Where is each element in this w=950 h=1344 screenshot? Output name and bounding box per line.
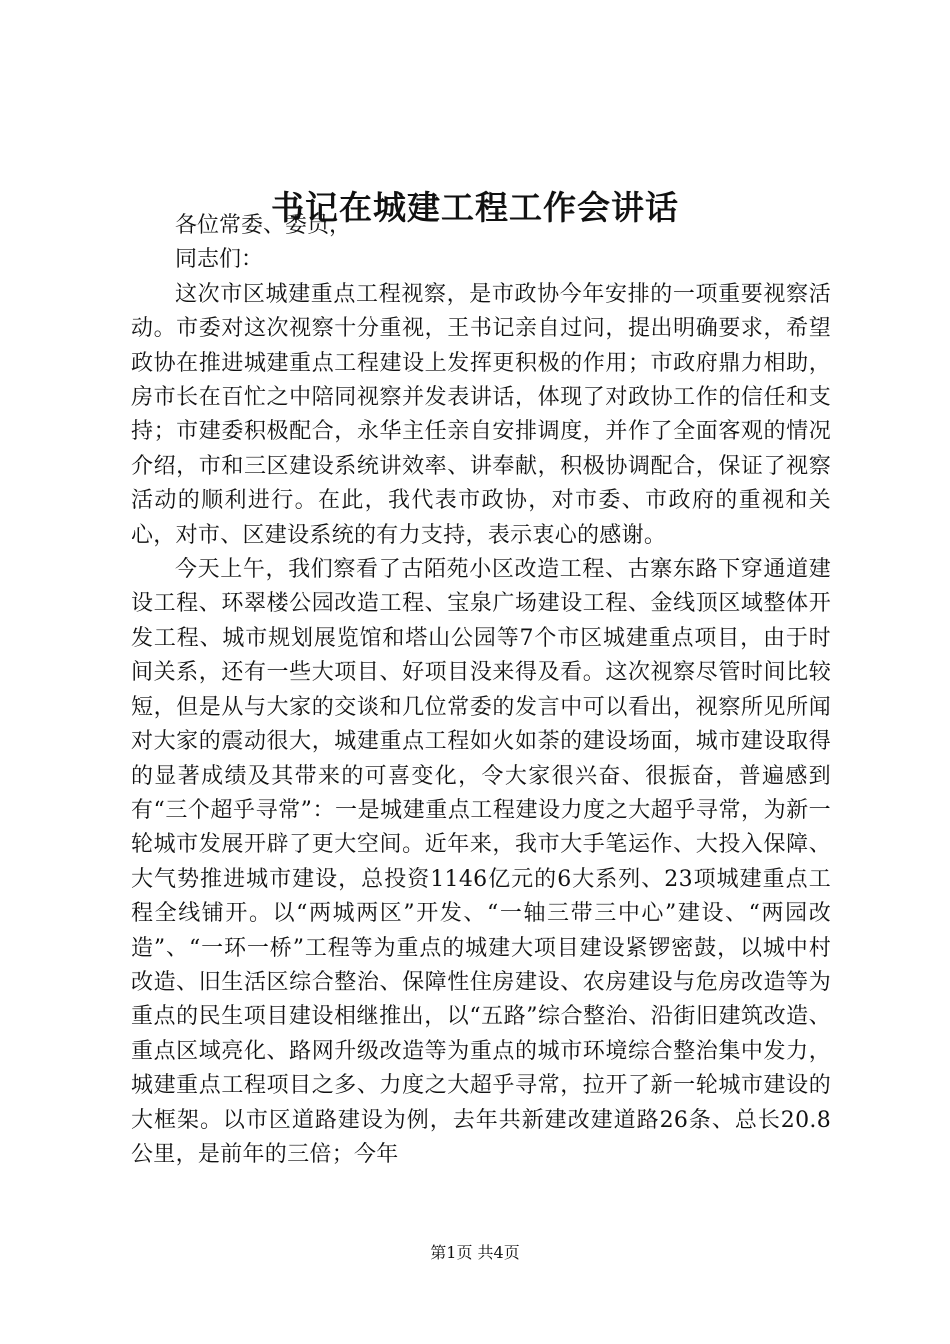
paragraph-2: 今天上午，我们察看了古陌苑小区改造工程、古寨东路下穿通道建设工程、环翠楼公园改造工程、宝泉广场建设工程、金线顶区域整体开发工程、城市规划展览馆和塔山公园等7个市区城建重点项目，由于时间关系，还有一些大项目、好项目没来得及看。这次视察尽管时间比较短，但是从与大家的交谈和几位常委的发言中可以看出，视察所见所闻对大家的震动很大，城建重点工程如火如荼的建设场面，城市建设取得的显著成绩及其带来的可喜变化，令大家很兴奋、很振奋，普遍感到有“三个超乎寻常”：一是城建重点工程建设力度之大超乎寻常，为新一轮城市发展开辟了更大空间。近年来，我市大手笔运作、大投入保障、大气势推进城市建设，总投资1146亿元的6大系列、23项城建重点工程全线铺开。以“两城两区”开发、“一轴三带三中心”建设、“两园改造”、“一环一桥”工程等为重点的城建大项目建设紧锣密鼓，以城中村改造、旧生活区综合整治、保障性住房建设、农房建设与危房改造等为重点的民生项目建设相继推出，以“五路”综合整治、沿街旧建筑改造、重点区域亮化、路网升级改造等为重点的城市环境综合整治集中发力，城建重点工程项目之多、力度之大超乎寻常，拉开了新一轮城市建设的大框架。以市区道路建设为例，去年共新建改建道路26条、总长20.8公里，是前年的三倍；今年 (131, 557, 831, 1167)
document-body (131, 209, 831, 1172)
paragraph-1: 这次市区城建重点工程视察，是市政协今年安排的一项重要视察活动。市委对这次视察十分重视，王书记亲自过问，提出明确要求，希望政协在推进城建重点工程建设上发挥更积极的作用；市政府鼎力相助，房市长在百忙之中陪同视察并发表讲话，体现了对政协工作的信任和支持；市建委积极配合，永华主任亲自安排调度，并作了全面客观的情况介绍，市和三区建设系统讲效率、讲奉献，积极协调配合，保证了视察活动的顺利进行。在此，我代表市政协，对市委、市政府的重视和关心，对市、区建设系统的有力支持，表示衷心的感谢。 (131, 281, 831, 548)
page-footer: 第1页 共4页 (430, 1243, 520, 1262)
greeting-line-1: 各位常委、委员， (175, 213, 352, 238)
greeting-line-2: 同志们： (175, 247, 264, 273)
document-title: 书记在城建工程工作会讲话 (271, 188, 679, 227)
